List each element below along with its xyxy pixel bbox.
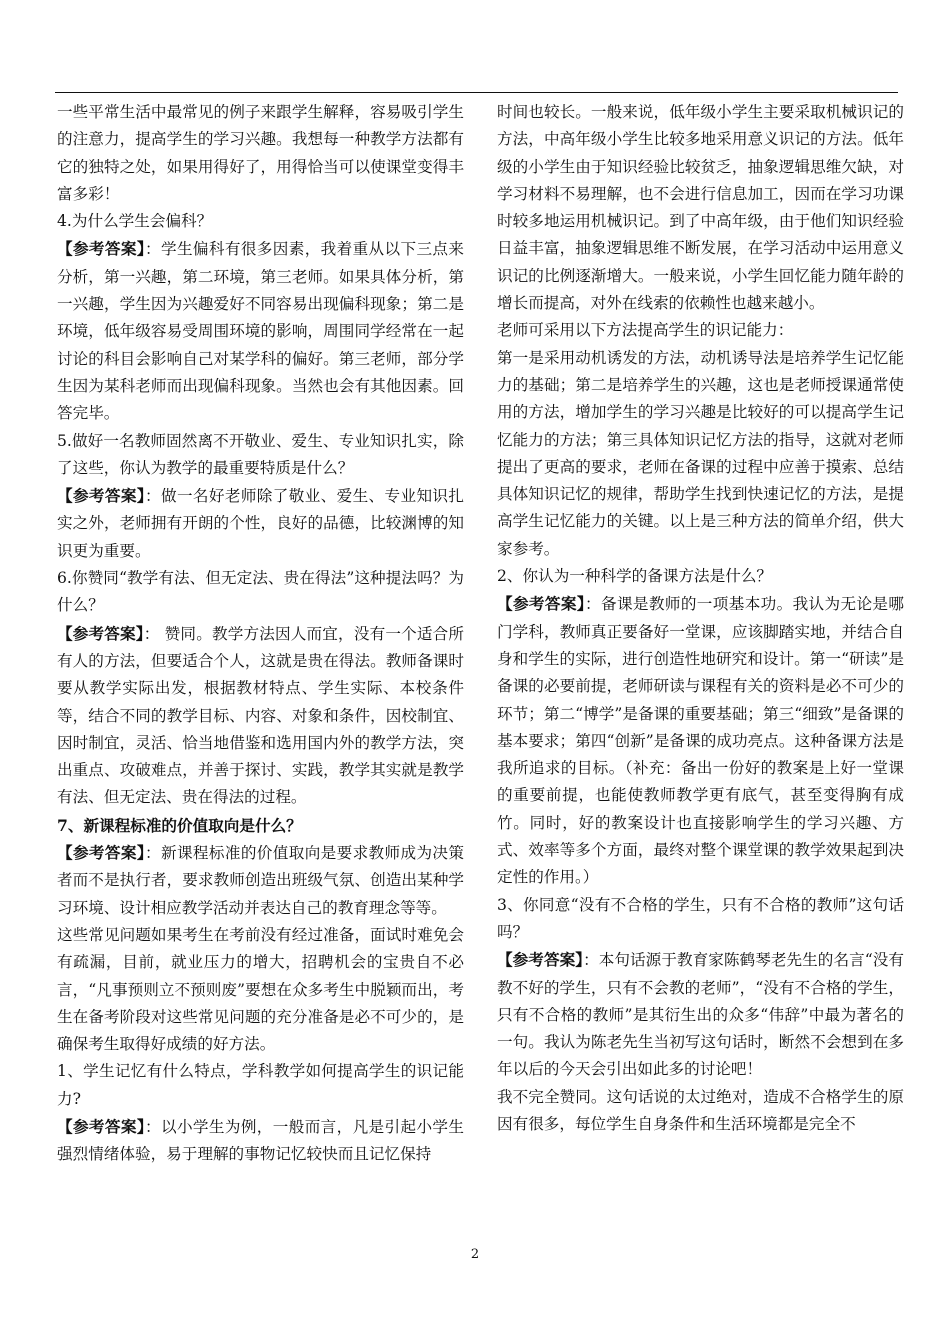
answer-label: 【参考答案】: [57, 623, 144, 643]
question: 6.你赞同“教学有法、但无定法、贵在得法”这种提法吗？为什么？: [57, 569, 464, 615]
answer: [57, 235, 464, 427]
answer-text: ：以小学生为例，一般而言，凡是引起小学生强烈情绪体验，易于理解的事物记忆较快而且记忆保持: [57, 1117, 464, 1164]
answer-label: 【参考答案】: [497, 950, 584, 970]
answer: [57, 1113, 464, 1169]
paragraph: 这些常见问题如果考生在考前没有经过准备，面试时难免会有疏漏，目前，就业压力的增大，招聘机会的宝贵自不必言，“凡事预则立不预则废”要想在众多考生中脱颖而出，考生在备考阶段对这些常见问题的充分准备是必不可少的，是确保考生取得好成绩的好方法。: [57, 925, 464, 1054]
answer: [497, 590, 904, 891]
paragraph: 老师可采用以下方法提高学生的识记能力：: [497, 321, 794, 340]
left-column: [57, 99, 464, 1169]
answer-text: ： 赞同。教学方法因人而宜，没有一个适合所有人的方法，但要适合个人，这就是贵在得法。教师备课时要从教学实际出发，根据教材特点、学生实际、本校条件等，结合不同的教学目标、内容、对象和条件，因校制宜、因时制宜，灵活、恰当地借鉴和选用国内外的教学方法，突出重点、攻破难点，并善于探讨、实践，教学其实就是教学有法、但无定法、贵在得法的过程。: [57, 624, 464, 807]
right-column: [497, 99, 904, 1138]
answer-text: ：学生偏科有很多因素，我着重从以下三点来分析，第一兴趣，第二环境，第三老师。如果具体分析，第一兴趣，学生因为兴趣爱好不同容易出现偏科现象；第二是环境，低年级容易受周围环境的影响，周围同学经常在一起讨论的科目会影响自己对某学科的偏好。第三老师，部分学生因为某科老师而出现偏科现象。当然也会有其他因素。回答完毕。: [57, 240, 464, 423]
question: 5.做好一名教师固然离不开敬业、爱生、专业知识扎实，除了这些，你认为教学的最重要特质是什么？: [57, 431, 464, 477]
answer-label: 【参考答案】: [57, 486, 146, 506]
answer: [57, 620, 464, 812]
question: 3、你同意“没有不合格的学生，只有不合格的教师”这句话吗？: [497, 895, 904, 941]
paragraph: 时间也较长。一般来说，低年级小学生主要采取机械识记的方法，中高年级小学生比较多地采用意义识记的方法。低年级的小学生由于知识经验比较贫乏，抽象逻辑思维欠缺，对学习材料不易理解，也不会进行信息加工，因而在学习功课时较多地运用机械识记。到了中高年级，由于他们知识经验日益丰富，抽象逻辑思维不断发展，在学习活动中运用意义识记的比例逐渐增大。一般来说，小学生回忆能力随年龄的增长而提高，对外在线索的依赖性也越来越小。: [497, 103, 904, 313]
answer-label: 【参考答案】: [57, 239, 146, 259]
answer-text: ：备课是教师的一项基本功。我认为无论是哪门学科，教师真正要备好一堂课，应该脚踏实地，并结合自身和学生的实际，进行创造性地研究和设计。第一“研读”是备课的必要前提，老师研读与课程有关的资料是必不可少的环节；第二“博学”是备课的重要基础；第三“细致”是备课的基本要求；第四“创新”是备课的成功亮点。这种备课方法是我所追求的目标。（补充：备出一份好的教案是上好一堂课的重要前提，也能使教师教学更有底气，甚至变得胸有成竹。同时，好的教案设计也直接影响学生的学习兴趣、方式、效率等多个方面，最终对整个课堂课的教学效果起到决定性的作用。）: [497, 595, 904, 887]
question: 2、你认为一种科学的备课方法是什么？: [497, 567, 773, 586]
answer-text: ：新课程标准的价值取向是要求教师成为决策者而不是执行者，要求教师创造出班级气氛、创造出某种学习环境、设计相应教学活动并表达自己的教育理念等等。: [57, 844, 464, 917]
paragraph: 第一是采用动机诱发的方法，动机诱导法是培养学生记忆能力的基础；第二是培养学生的兴趣，这也是老师授课通常使用的方法，增加学生的学习兴趣是比较好的可以提高学生记忆能力的方法；第三具体知识记忆方法的指导，这就对老师提出了更高的要求，老师在备课的过程中应善于摸索、总结具体知识记忆的规律，帮助学生找到快速记忆的方法，是提高学生记忆能力的关键。以上是三种方法的简单介绍，供大家参考。: [497, 348, 904, 558]
answer: [497, 946, 904, 1083]
answer: [57, 482, 464, 565]
header-rule: [55, 92, 898, 93]
question: 1、学生记忆有什么特点，学科教学如何提高学生的识记能力?: [57, 1062, 464, 1108]
answer-text: ：本句话源于教育家陈鹤琴老先生的名言“没有教不好的学生，只有不会教的老师”，“没有不合格的学生，只有不合格的教师”是其衍生出的众多“伟辞”中最为著名的一句。我认为陈老先生当初写这句话时，断然不会想到在多年以后的今天会引出如此多的讨论吧！: [497, 951, 904, 1079]
paragraph: 我不完全赞同。这句话说的太过绝对，造成不合格学生的原因有很多，每位学生自身条件和生活环境都是完全不: [497, 1087, 904, 1133]
paragraph: 一些平常生活中最常见的例子来跟学生解释，容易吸引学生的注意力，提高学生的学习兴趣。我想每一种教学方法都有它的独特之处，如果用得好了，用得恰当可以使课堂变得丰富多彩！: [57, 103, 464, 203]
answer-label: 【参考答案】: [57, 843, 146, 863]
answer: [57, 839, 464, 922]
answer-label: 【参考答案】: [57, 1116, 146, 1136]
answer-text: ：做一名好老师除了敬业、爱生、专业知识扎实之外，老师拥有开朗的个性，良好的品德，比较渊博的知识更为重要。: [57, 487, 464, 560]
page-number: 2: [470, 1247, 480, 1262]
answer-label: 【参考答案】: [497, 594, 586, 614]
question: 4.为什么学生会偏科？: [57, 212, 213, 231]
section-heading: 7、新课程标准的价值取向是什么？: [57, 815, 302, 835]
